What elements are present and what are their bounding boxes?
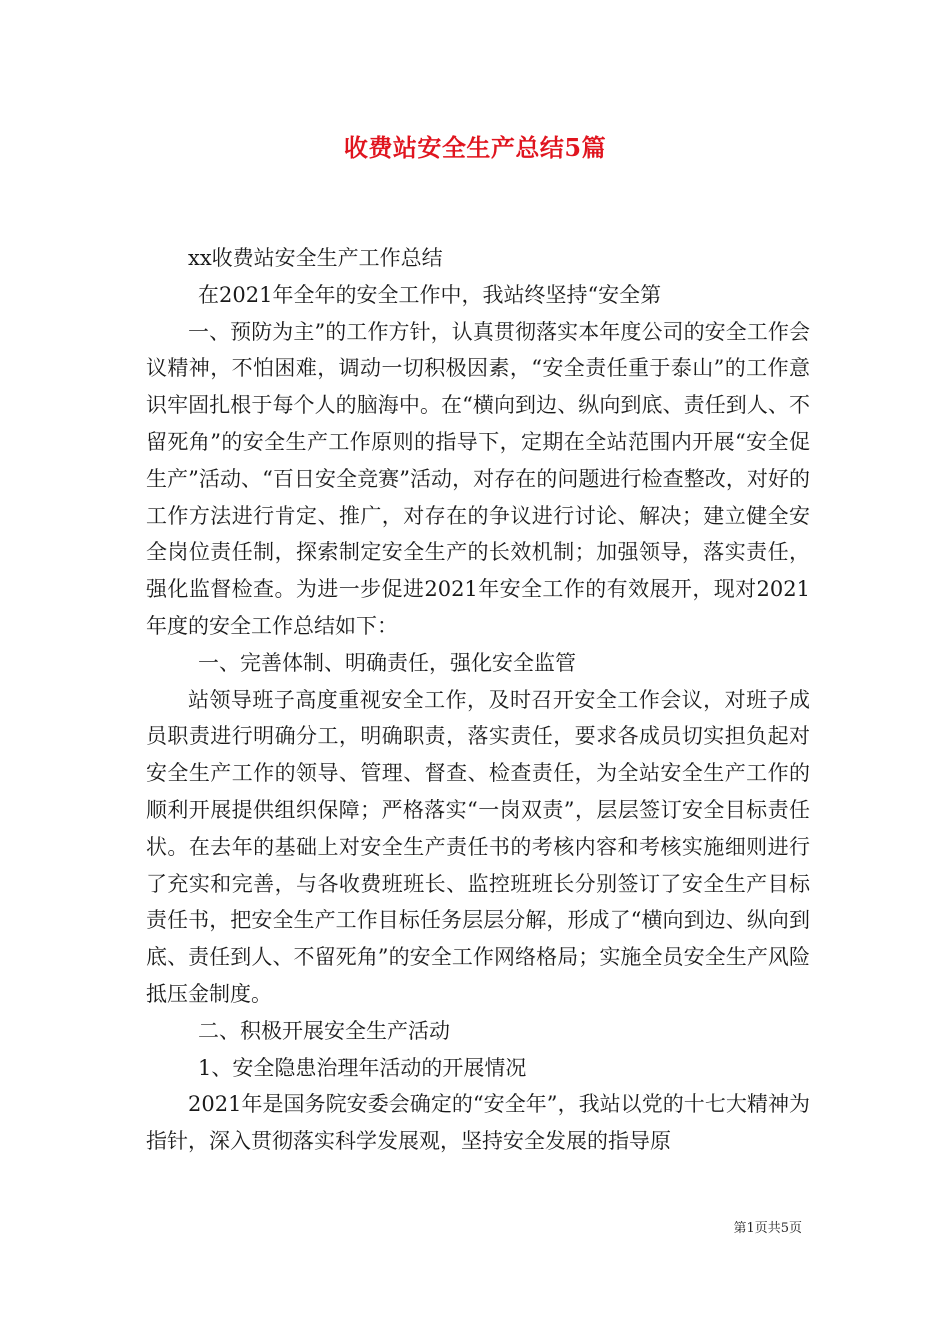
paragraph-1: 一、预防为主”的工作方针，认真贯彻落实本年度公司的安全工作会议精神，不怕困难，调动一切积极因素，“安全责任重于泰山”的工作意识牢固扎根于每个人的脑海中。在“横向到边、纵向到底、责任到人、不留死角”的安全生产工作原则的指导下，定期在全站范围内开展“安全促生产”活动、“百日安全竞赛”活动，对存在的问题进行检查整改，对好的工作方法进行肯定、推广，对存在的争议进行讨论、解决；建立健全安全岗位责任制，探索制定安全生产的长效机制；加强领导，落实责任，强化监督检查。为进一步促进2021年安全工作的有效展开，现对2021年度的安全工作总结如下： bbox=[146, 319, 810, 638]
paragraph-3: 2021年是国务院安委会确定的“安全年”，我站以党的十七大精神为指针，深入贯彻落实科学发展观，坚持安全发展的指导原 bbox=[146, 1092, 810, 1154]
document-subtitle: xx收费站安全生产工作总结 bbox=[188, 246, 443, 270]
page-indicator: 第1页共5页 bbox=[733, 1221, 802, 1236]
document-title: 收费站安全生产总结5篇 bbox=[343, 133, 607, 162]
paragraph-2: 站领导班子高度重视安全工作，及时召开安全工作会议，对班子成员职责进行明确分工，明确职责，落实责任，要求各成员切实担负起对安全生产工作的领导、管理、督查、检查责任，为全站安全生产工作的顺利开展提供组织保障；严格落实“一岗双责”，层层签订安全目标责任状。在去年的基础上对安全生产责任书的考核内容和考核实施细则进行了充实和完善，与各收费班班长、监控班班长分别签订了安全生产目标责任书，把安全生产工作目标任务层层分解，形成了“横向到边、纵向到底、责任到人、不留死角”的安全工作网络格局；实施全员安全生产风险抵压金制度。 bbox=[146, 687, 810, 1006]
section-heading-2: 二、积极开展安全生产活动 bbox=[198, 1018, 450, 1043]
intro-line: 在2021年全年的安全工作中，我站终坚持“安全第 bbox=[198, 282, 662, 307]
section-heading-1: 一、完善体制、明确责任，强化安全监管 bbox=[198, 650, 576, 675]
document-body bbox=[146, 240, 810, 1160]
section-heading-3: 1、安全隐患治理年活动的开展情况 bbox=[198, 1055, 527, 1080]
